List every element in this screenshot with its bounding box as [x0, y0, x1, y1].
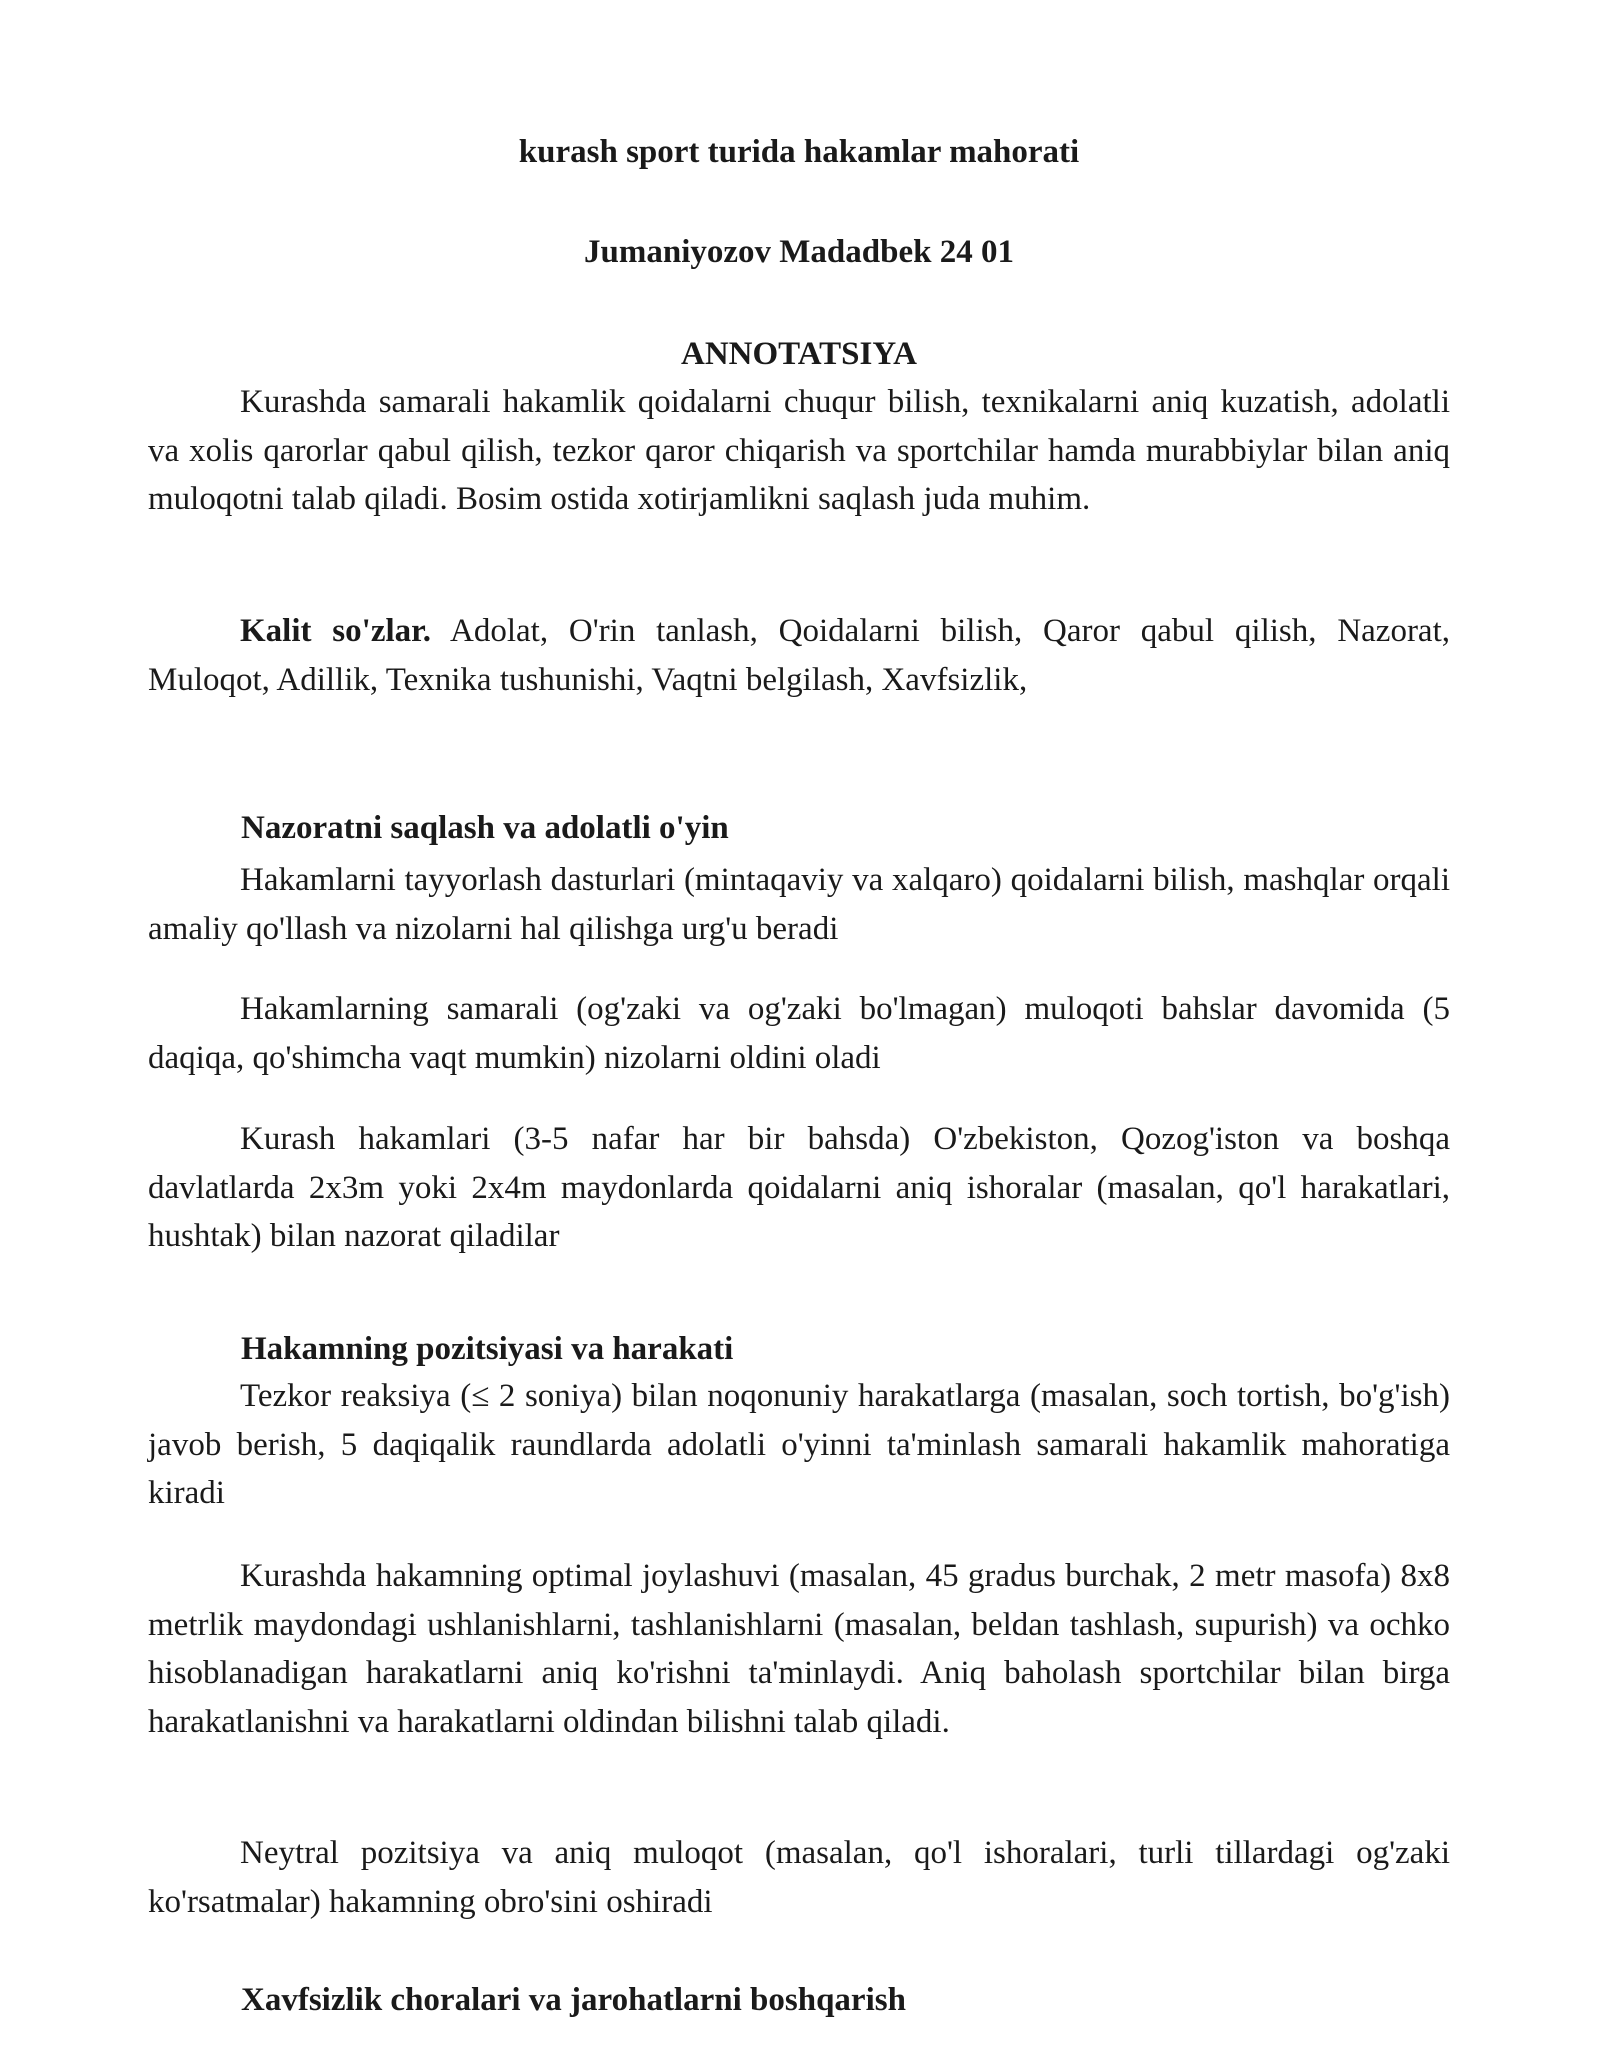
keywords-paragraph [148, 607, 1450, 704]
section-paragraph: Kurash hakamlari (3-5 nafar har bir bahsda) O'zbekiston, Qozog'iston va boshqa davlatlarda 2x3m yoki 2x4m maydonlarda qoidalarni aniq ishoralar (masalan, qo'l harakatlari, hushtak) bilan nazorat qiladilar [148, 1121, 1450, 1254]
keywords-list: Adolat, O'rin tanlash, Qoidalarni bilish, Qaror qabul qilish, Nazorat, Muloqot, Adillik, Texnika tushunishi, Vaqtni belgilash, Xavfsizlik, [148, 613, 1450, 698]
document-author: Jumaniyozov Madadbek 24 01 [584, 234, 1014, 270]
section-paragraph: Hakamlarning samarali (og'zaki va og'zaki bo'lmagan) muloqoti bahslar davomida (5 daqiqa, qo'shimcha vaqt mumkin) nizolarni oldini oladi [148, 991, 1450, 1076]
section-paragraph: Hakamlarni tayyorlash dasturlari (mintaqaviy va xalqaro) qoidalarni bilish, mashqlar orqali amaliy qo'llash va nizolarni hal qilishga urg'u beradi [148, 862, 1450, 947]
abstract-paragraph: Kurashda samarali hakamlik qoidalarni chuqur bilish, texnikalarni aniq kuzatish, adolatli va xolis qarorlar qabul qilish, tezkor qaror chiqarish va sportchilar hamda murabbiylar bilan aniq muloqotni talab qiladi. Bosim ostida xotirjamlikni saqlash juda muhim. [148, 384, 1450, 517]
section-paragraph: Kurashda hakamning optimal joylashuvi (masalan, 45 gradus burchak, 2 metr masofa) 8x8 metrlik maydondagi ushlanishlarni, tashlanishlarni (masalan, beldan tashlash, supurish) va ochko hisoblanadigan harakatlarni aniq ko'rishni ta'minlaydi. Aniq baholash sportchilar bilan birga harakatlanishni va harakatlarni oldindan bilishni talab qiladi. [148, 1558, 1450, 1740]
keywords-label: Kalit so'zlar. [240, 613, 432, 649]
section-heading-xavfsizlik: Xavfsizlik choralari va jarohatlarni boshqarish [241, 1982, 906, 2018]
section-paragraph: Tezkor reaksiya (≤ 2 soniya) bilan noqonuniy harakatlarga (masalan, soch tortish, bo'g'ish) javob berish, 5 daqiqalik raundlarda adolatli o'yinni ta'minlash samarali hakamlik mahoratiga kiradi [148, 1378, 1450, 1511]
document-title: kurash sport turida hakamlar mahorati [518, 134, 1080, 170]
section-paragraph: Neytral pozitsiya va aniq muloqot (masalan, qo'l ishoralari, turli tillardagi og'zaki ko'rsatmalar) hakamning obro'sini oshiradi [148, 1835, 1450, 1920]
abstract-heading: ANNOTATSIYA [681, 336, 917, 372]
document-page [148, 0, 1450, 2070]
section-heading-pozitsiya: Hakamning pozitsiyasi va harakati [241, 1331, 734, 1367]
section-heading-nazorat: Nazoratni saqlash va adolatli o'yin [241, 810, 729, 846]
